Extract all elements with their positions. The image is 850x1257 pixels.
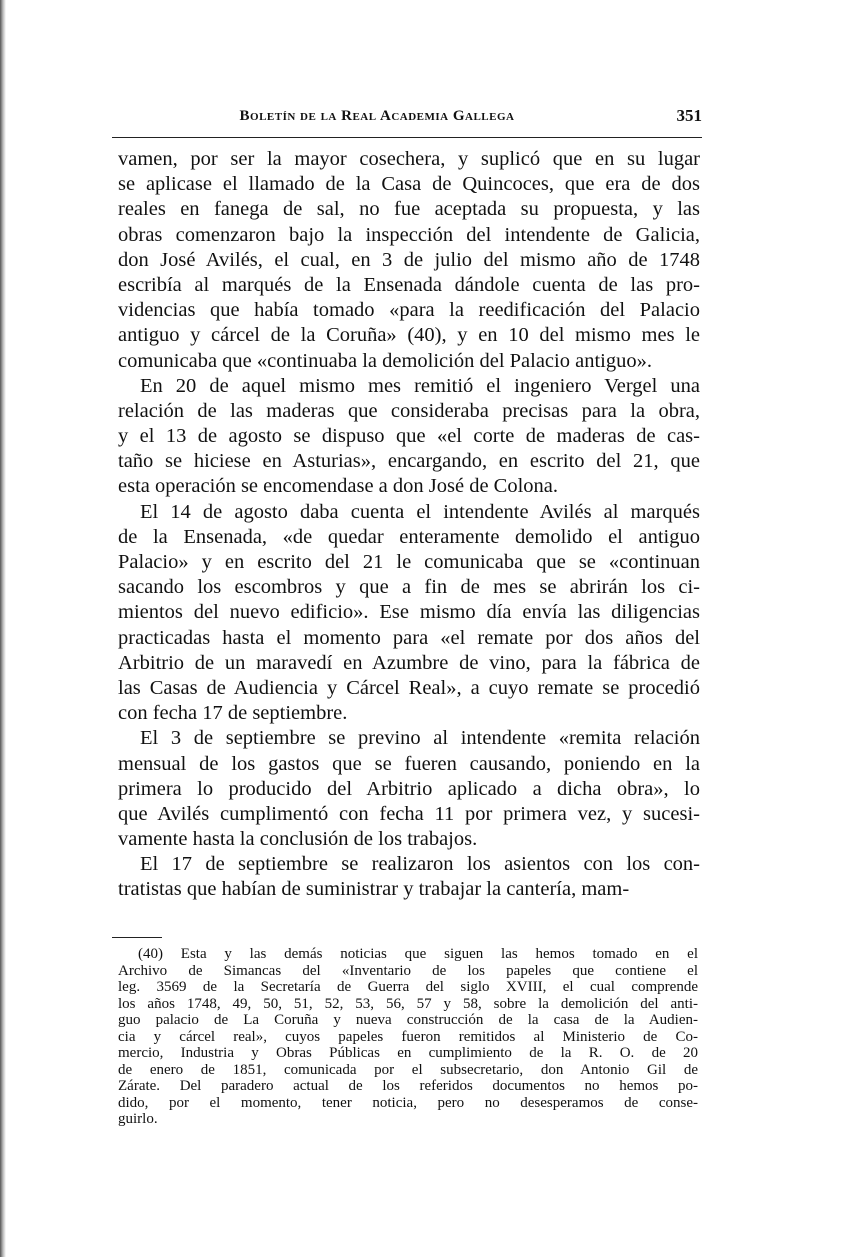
text-line: vamen, por ser la mayor cosechera, y suplicó que en su lugar <box>118 148 700 170</box>
header-rule <box>112 137 702 138</box>
text-line: escribía al marqués de la Ensenada dándole cuenta de las pro- <box>118 273 700 296</box>
text-line: de la Ensenada, «de quedar enteramente demolido el antiguo <box>118 525 700 548</box>
text-line: En 20 de aquel mismo mes remitió el ingeniero Vergel una <box>140 374 700 397</box>
text-line: reales en fanega de sal, no fue aceptada su propuesta, y las <box>118 198 700 221</box>
text-line: vamente hasta la conclusión de los trabajos. <box>118 828 478 851</box>
text-line: tratistas que habían de suministrar y trabajar la cantería, mam- <box>118 878 630 901</box>
footnote-line: cia y cárcel real», cuyos papeles fueron remitidos al Ministerio de Co- <box>118 1028 698 1045</box>
footnote-rule <box>112 937 162 938</box>
text-line: antiguo y cárcel de la Coruña» (40), y en 10 del mismo mes le <box>118 324 700 347</box>
text-line: practicadas hasta el momento para «el remate por dos años del <box>118 626 700 649</box>
footnote-line: mercio, Industria y Obras Públicas en cumplimiento de la R. O. de 20 <box>118 1045 698 1061</box>
page-number: 351 <box>676 106 702 125</box>
running-title: Boletín de la Real Academia Gallega <box>239 108 515 124</box>
footnote-line: de enero de 1851, comunicada por el subsecretario, don Antonio Gil de <box>118 1061 698 1078</box>
footnote-line: dido, por el momento, tener noticia, pero no desesperamos de conse- <box>118 1094 698 1111</box>
footnote-line: guo palacio de La Coruña y nueva construcción de la casa de la Audien- <box>118 1012 698 1028</box>
text-line: con fecha 17 de septiembre. <box>118 702 348 725</box>
text-line: se aplicase el llamado de la Casa de Quincoces, que era de dos <box>118 173 700 196</box>
text-line: que Avilés cumplimentó con fecha 11 por primera vez, y sucesi- <box>118 802 700 825</box>
footnote-line: (40) Esta y las demás noticias que siguen las hemos tomado en el <box>138 946 698 962</box>
footnote-line: guirlo. <box>118 1111 158 1127</box>
scan-edge-shadow <box>0 0 6 1257</box>
footnote-line: Archivo de Simancas del «Inventario de los papeles que contiene el <box>118 962 698 979</box>
text-line: relación de las maderas que consideraba precisas para la obra, <box>118 399 700 422</box>
footnote-line: los años 1748, 49, 50, 51, 52, 53, 56, 57 y 58, sobre la demolición del anti- <box>118 995 698 1012</box>
text-line: sacando los escombros y que a fin de mes se abrirán los ci- <box>118 576 700 599</box>
footnote <box>118 946 698 1128</box>
text-line: mensual de los gastos que se fueren causando, poniendo en la <box>118 752 700 775</box>
text-line: mientos del nuevo edificio». Ese mismo día envía las diligencias <box>118 601 700 624</box>
text-line: Palacio» y en escrito del 21 le comunicaba que se «continuan <box>118 551 700 573</box>
text-line: Arbitrio de un maravedí en Azumbre de vino, para la fábrica de <box>118 651 700 674</box>
text-line: esta operación se encomendase a don José de Colona. <box>118 475 559 498</box>
text-line: las Casas de Audiencia y Cárcel Real», a cuyo remate se procedió <box>118 676 700 699</box>
footnote-line: Zárate. Del paradero actual de los referidos documentos no hemos po- <box>118 1078 698 1094</box>
text-line: obras comenzaron bajo la inspección del intendente de Galicia, <box>118 223 700 246</box>
running-header <box>112 104 702 128</box>
text-line: comunicaba que «continuaba la demolición del Palacio antiguo». <box>118 349 652 372</box>
text-line: El 3 de septiembre se previno al intendente «remita relación <box>140 727 700 750</box>
footnote-line: leg. 3569 de la Secretaría de Guerra del siglo XVIII, el cual comprende <box>118 979 698 995</box>
text-line: primera lo producido del Arbitrio aplicado a dicha obra», lo <box>118 777 700 800</box>
text-line: El 14 de agosto daba cuenta el intendente Avilés al marqués <box>140 500 700 523</box>
body-text <box>118 147 700 903</box>
text-line: El 17 de septiembre se realizaron los asientos con los con- <box>140 853 700 876</box>
text-line: taño se hiciese en Asturias», encargando, en escrito del 21, que <box>118 450 700 473</box>
text-line: don José Avilés, el cual, en 3 de julio del mismo año de 1748 <box>118 248 700 271</box>
text-line: videncias que había tomado «para la reedificación del Palacio <box>118 299 700 322</box>
text-line: y el 13 de agosto se dispuso que «el corte de maderas de cas- <box>118 425 700 448</box>
